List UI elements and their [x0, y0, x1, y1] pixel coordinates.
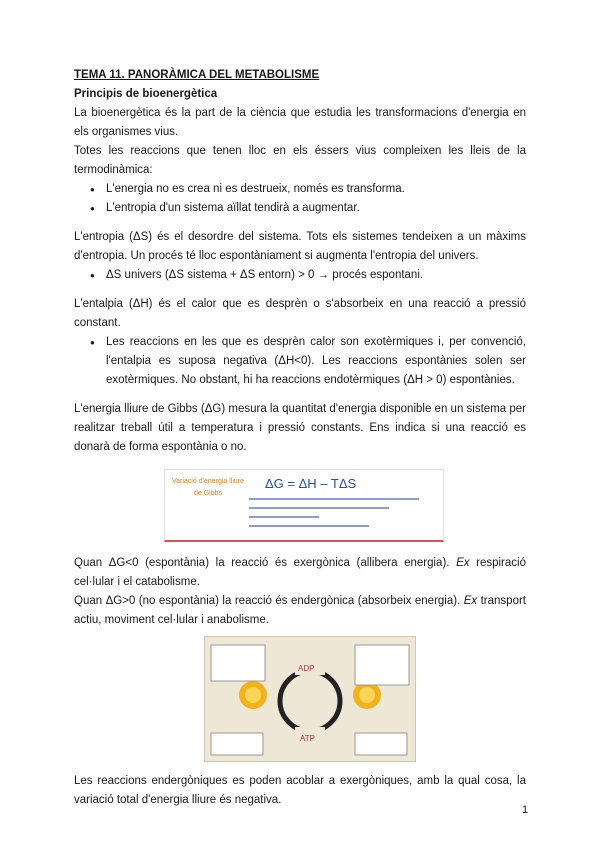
atp-cycle-diagram [205, 637, 415, 761]
laws-list [74, 180, 526, 218]
paragraph-gibbs: L'energia lliure de Gibbs (ΔG) mesura la quantitat d'energia disponible en un sistema per realitzar treball útil a temperatura i pressió constants. Ens indica si una reacció es donarà de forma espontània o no. [74, 403, 526, 453]
example-label: Ex [463, 595, 478, 607]
gibbs-equation-figure [164, 469, 444, 542]
paragraph-exergonica: Quan ΔG<0 (espontània) la reacció és exergònica (allibera energia). Ex respiració cel·lular i el catabolisme. [74, 557, 526, 588]
list-item: ● ΔS univers (ΔS sistema + ΔS entorn) > 0 → procés espontani. [106, 266, 526, 285]
paragraph-entropia: L'entropia (ΔS) és el desordre del sistema. Tots els sistemes tendeixen a un màxims d'entropia. Un procés té lloc espontàniament si augmenta l'entropia del univers. [74, 231, 526, 262]
enthalpy-list [74, 333, 526, 390]
gibbs-equation: ΔG = ΔH – TΔS [265, 476, 357, 491]
energy-cycle-figure [204, 636, 416, 762]
list-item: ● Les reaccions en les que es desprèn calor son exotèrmiques i, per convenció, l'entalpia es suposa negativa (ΔH<0). Les reaccions espontànies solen ser exotèrmiques. No obstant, hi ha reaccions endotèrmiques (ΔH > 0) espontànies. [106, 333, 526, 390]
figure-notes-lines [249, 494, 429, 534]
svg-text:ADP: ADP [298, 664, 315, 673]
page-number: 1 [522, 804, 529, 816]
list-item: ● L'entropia d'un sistema aïllat tendirà a augmentar. [106, 199, 526, 218]
paragraph-acoblament: Les reaccions endergòniques es poden acoblar a exergòniques, amb la qual cosa, la variació total d'energia lliure és negativa. [74, 775, 526, 806]
paragraph-entalpia: L'entalpia (ΔH) és el calor que es desprèn o s'absorbeix en una reacció a pressió constant. [74, 298, 526, 329]
paragraph-termodinamica: Totes les reaccions que tenen lloc en els éssers vius compleixen les lleis de la termodinàmica: [74, 145, 526, 176]
paragraph-endergonica: Quan ΔG>0 (no espontània) la reacció és endergònica (absorbeix energia). Ex transport actiu, moviment cel·lular i anabolisme. [74, 595, 526, 626]
entropy-list [74, 266, 526, 285]
section-heading: Principis de bioenergètica [74, 88, 218, 100]
figure-notes [249, 494, 429, 537]
list-item: ● L'energia no es crea ni es destrueix, només es transforma. [106, 180, 526, 199]
paragraph-bioenergetica: La bioenergètica és la part de la ciència que estudia les transformacions d'energia en els organismes vius. [74, 107, 526, 138]
document-page [74, 66, 526, 810]
page-title: TEMA 11. PANORÀMICA DEL METABOLISME [74, 69, 320, 81]
svg-text:ATP: ATP [300, 734, 315, 743]
figure-label: Variació d'energia lliure de Gibbs [171, 478, 245, 497]
example-label: Ex [456, 557, 470, 569]
